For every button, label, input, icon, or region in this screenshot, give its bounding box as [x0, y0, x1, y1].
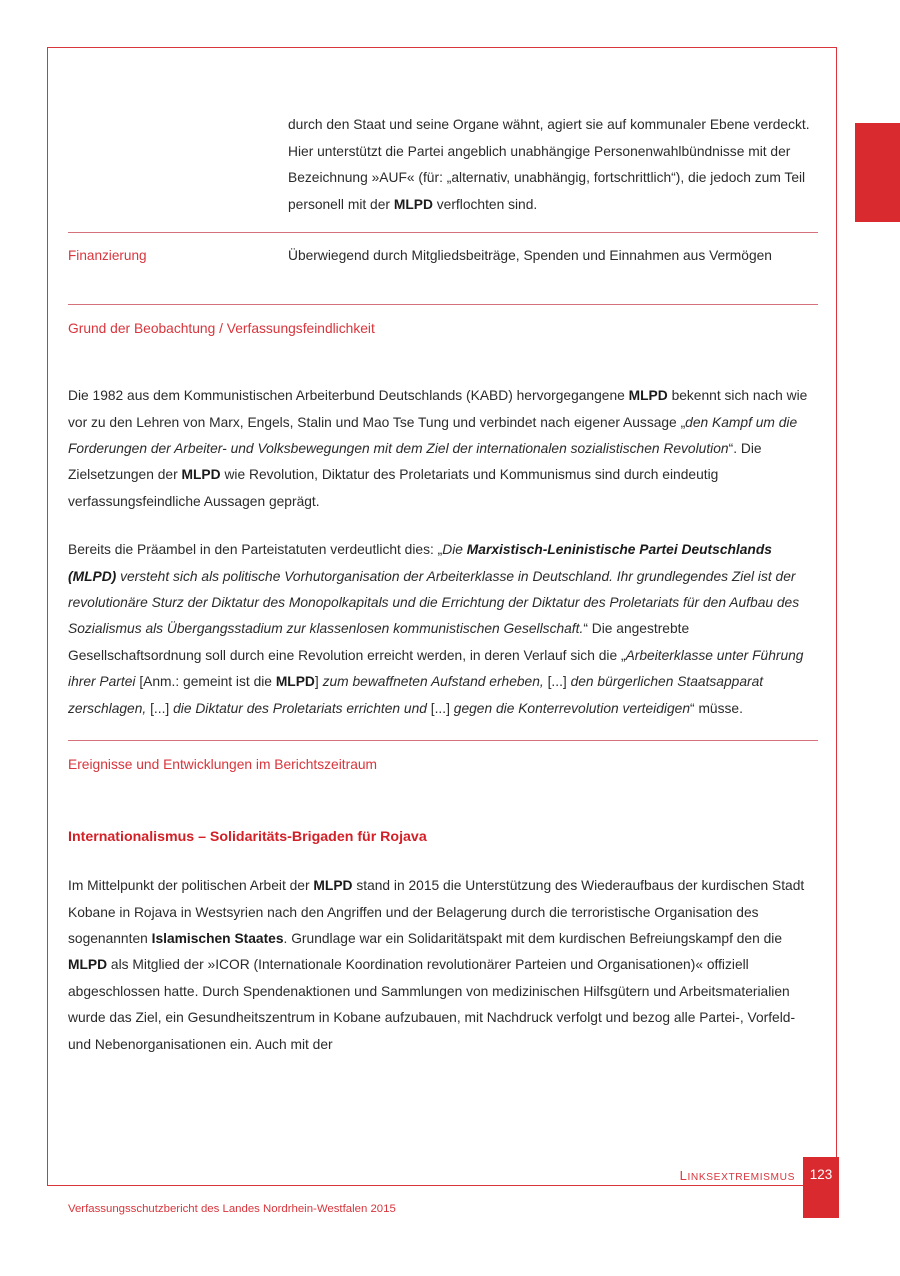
meta-row-finanzierung: [68, 243, 818, 270]
page-number-text: 123: [809, 1167, 833, 1182]
subheading-internationalismus: Internationalismus – Solidaritäts-Brigaden für Rojava: [68, 829, 427, 846]
paragraph-grund-2: Bereits die Präambel in den Parteistatuten verdeutlicht dies: „Die Marxistisch-Leninistische Partei Deutschlands (MLPD) versteht sich als politische Vorhutorganisation der Arbeiterklasse in Deutschland. Ihr grundlegendes Ziel ist der revolutionäre Sturz der Diktatur des Monopolkapitals und die Errichtung der Diktatur des Proletariats für den Aufbau des Sozialismus als Übergangsstadium zur klassenlosen kommunistischen Gesellschaft.“ Die angestrebte Gesellschaftsordnung soll durch eine Revolution erreicht werden, in deren Verlauf sich die „Arbeiterklasse unter Führung ihrer Partei [Anm.: gemeint ist die MLPD] zum bewaffneten Aufstand erheben, [...] den bürgerlichen Staatsapparat zerschlagen, [...] die Diktatur des Proletariats errichten und [...] gegen die Konterrevolution verteidigen“ müsse.: [68, 542, 804, 716]
paragraph-grund-1: Die 1982 aus dem Kommunistischen Arbeiterbund Deutschlands (KABD) hervorgegangene MLPD bekennt sich nach wie vor zu den Lehren von Marx, Engels, Stalin und Mao Tse Tung und verbindet nach eigener Aussage „den Kampf um die Forderungen der Arbeiter- und Volksbewegungen mit dem Ziel der internationalen sozialistischen Revolution“. Die Zielsetzungen der MLPD wie Revolution, Diktatur des Proletariats und Kommunismus sind durch eindeutig verfassungsfeindliche Aussagen geprägt.: [68, 388, 808, 509]
page-number-badge: [803, 1157, 839, 1218]
section-heading-grund-der-beobachtung: Grund der Beobachtung / Verfassungsfeindlichkeit: [68, 321, 375, 337]
meta-value-finanzierung: Überwiegend durch Mitgliedsbeiträge, Spenden und Einnahmen aus Vermögen: [288, 248, 772, 264]
section-thumb-tab: [855, 123, 900, 222]
continued-paragraph-text: durch den Staat und seine Organe wähnt, agiert sie auf kommunaler Ebene verdeckt. Hier unterstützt die Partei angeblich unabhängige Personenwahlbündnisse mit der Bezeichnung »AUF« (für: „alternativ, unabhängig, fortschrittlich“), die jedoch zum Teil personell mit der MLPD verflochten sind.: [288, 117, 810, 212]
page-content: [68, 112, 818, 1058]
footer-chapter-label: [0, 1168, 795, 1183]
paragraph-ereignisse-1: Im Mittelpunkt der politischen Arbeit der MLPD stand in 2015 die Unterstützung des Wiederaufbaus der kurdischen Stadt Kobane in Rojava in Westsyrien nach den Angriffen und der Belagerung durch die terroristische Organisation des sogenannten Islamischen Staates. Grundlage war ein Solidaritätspakt mit dem kurdischen Befreiungskampf den die MLPD als Mitglied der »ICOR (Internationale Koordination revolutionärer Parteien und Organisationen)« offiziell abgeschlossen hatte. Durch Spendenaktionen und Sammlungen von medizinischen Hilfsgütern und Arbeitsmaterialien wurde das Ziel, ein Gesundheitszentrum in Kobane aufzubauen, mit Nachdruck verfolgt und bezog alle Partei-, Vorfeld- und Nebenorganisationen ein. Auch mit der: [68, 878, 805, 1052]
section-heading-ereignisse: Ereignisse und Entwicklungen im Berichtszeitraum: [68, 757, 378, 773]
footer-source-line: Verfassungsschutzbericht des Landes Nordrhein-Westfalen 2015: [68, 1203, 396, 1215]
footer-chapter-text: LINKSEXTREMISMUS: [679, 1168, 795, 1183]
continued-paragraph-row: [68, 112, 818, 218]
meta-label-finanzierung: Finanzierung: [68, 248, 147, 264]
